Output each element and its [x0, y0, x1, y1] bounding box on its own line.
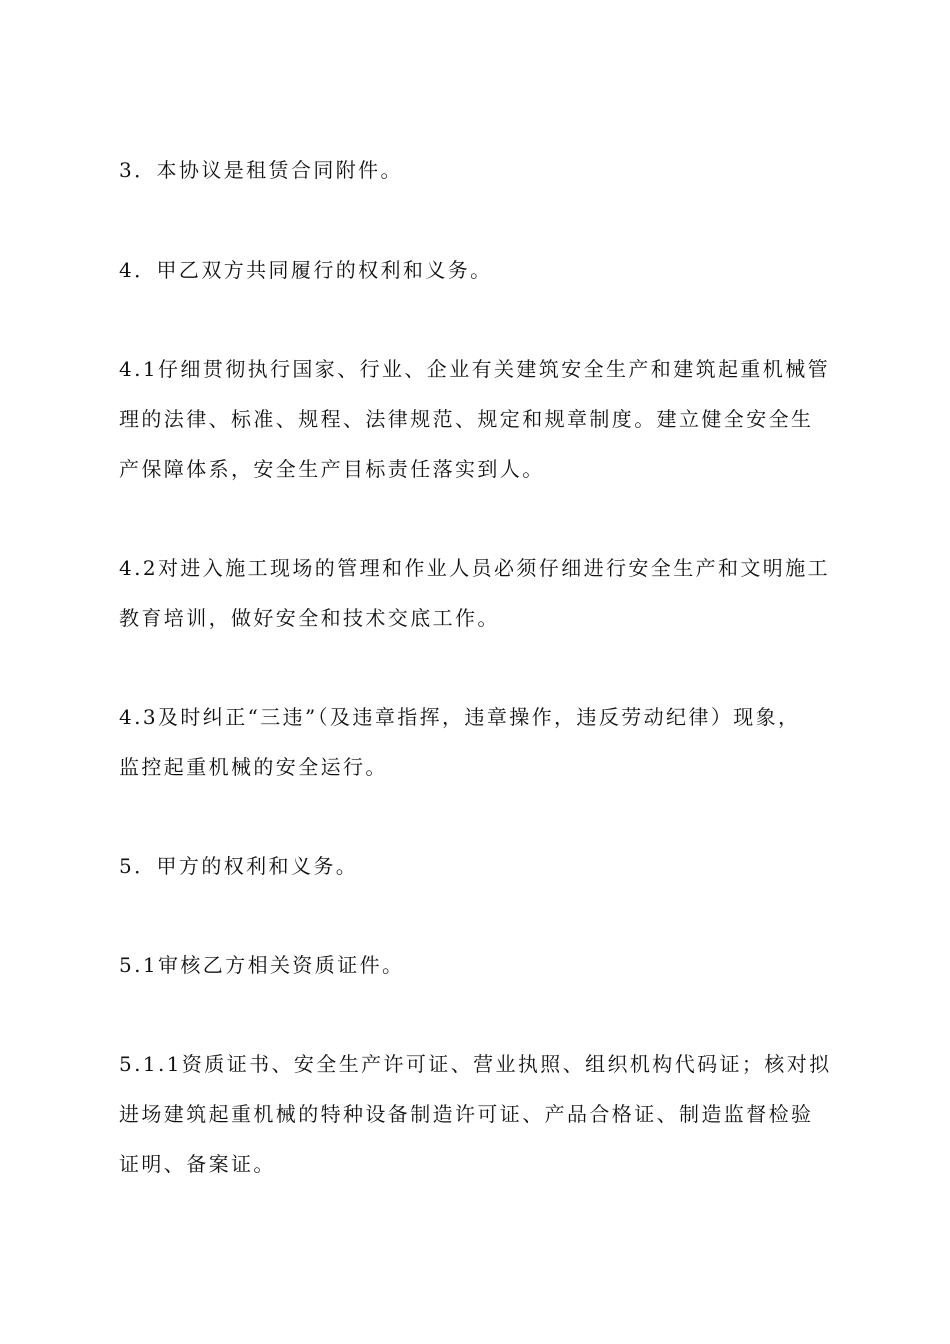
paragraph-5-1-1-line-2: 进场建筑起重机械的特种设备制造许可证、产品合格证、制造监督检验	[119, 1102, 814, 1126]
paragraph-5-1-1-line-1: 5.1.1资质证书、安全生产许可证、营业执照、组织机构代码证；核对拟	[119, 1052, 832, 1076]
paragraph-4-3-line-2: 监控起重机械的安全运行。	[119, 755, 388, 779]
paragraph-4-1-line-3: 产保障体系，安全生产目标责任落实到人。	[119, 457, 545, 481]
paragraph-5-line-1: 5．甲方的权利和义务。	[119, 854, 359, 878]
paragraph-4-1-line-2: 理的法律、标准、规程、法律规范、规定和规章制度。建立健全安全生	[119, 407, 814, 431]
paragraph-4-1-line-1: 4.1仔细贯彻执行国家、行业、企业有关建筑安全生产和建筑起重机械管	[119, 357, 831, 381]
paragraph-4-2-line-1: 4.2对进入施工现场的管理和作业人员必须仔细进行安全生产和文明施工	[119, 556, 831, 580]
paragraph-5-1-line-1: 5.1审核乙方相关资质证件。	[119, 953, 405, 977]
paragraph-3-line-1: 3．本协议是租赁合同附件。	[119, 158, 403, 182]
paragraph-4-line-1: 4．甲乙双方共同履行的权利和义务。	[119, 258, 493, 282]
paragraph-4-3-line-1: 4.3及时纠正“三违”（及违章指挥，违章操作，违反劳动纪律）现象，	[119, 705, 801, 729]
paragraph-4-2-line-2: 教育培训，做好安全和技术交底工作。	[119, 606, 500, 630]
paragraph-5-1-1-line-3: 证明、备案证。	[119, 1152, 276, 1176]
